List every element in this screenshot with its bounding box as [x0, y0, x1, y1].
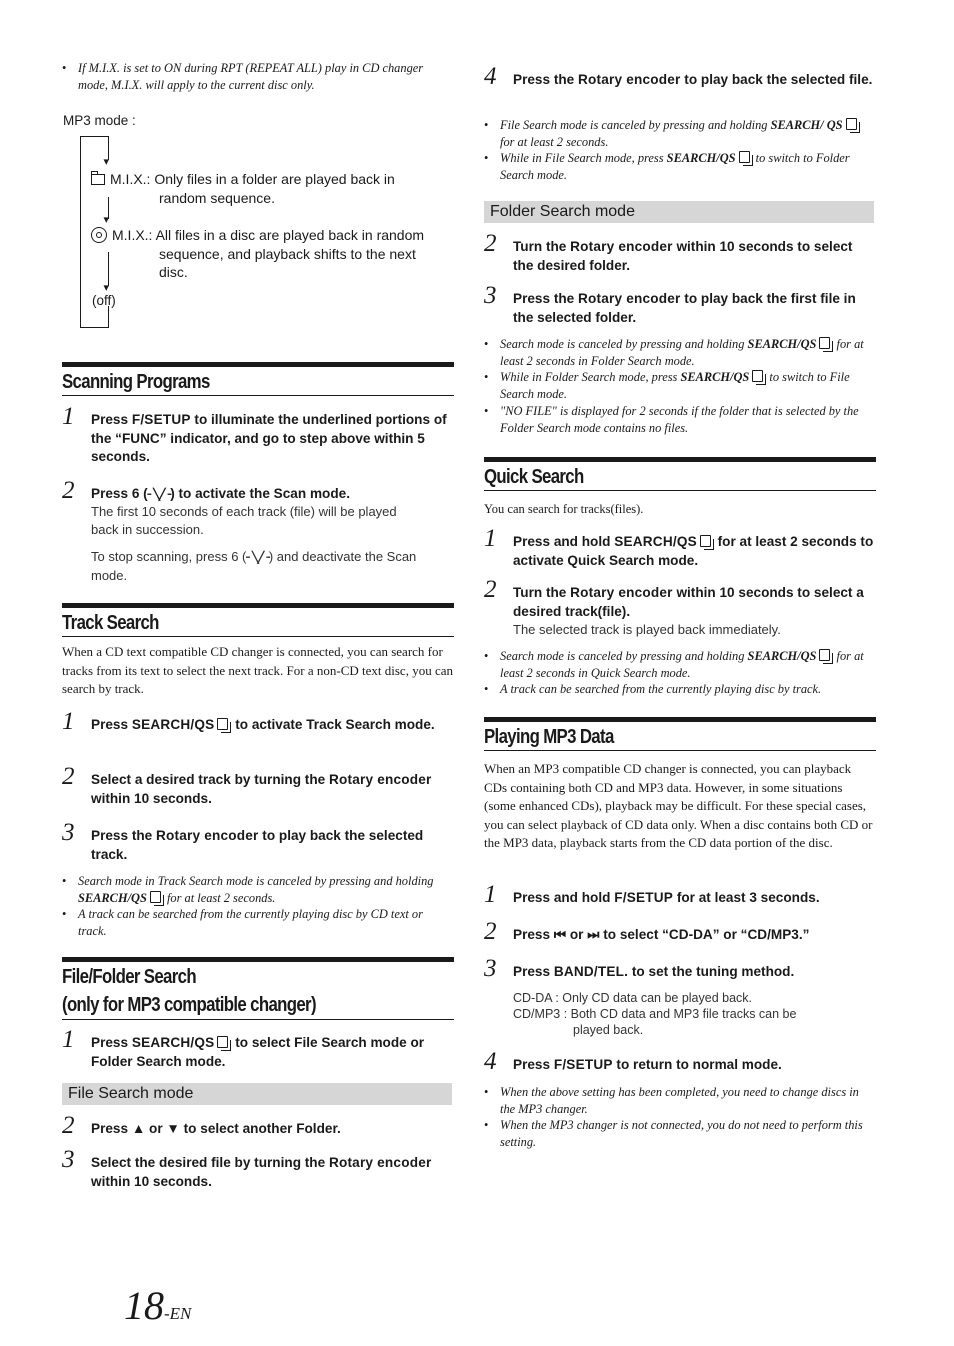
folder-icon [91, 174, 105, 185]
qs-icon [819, 649, 830, 661]
qs-icon [819, 337, 830, 349]
step-number: 1 [62, 1026, 75, 1053]
mp3-cdmp3-option: CD/MP3 : Both CD data and MP3 file tracks can be [513, 1007, 797, 1021]
quick-step-2: 2 Turn the Rotary encoder within 10 seconds to select a desired track(file). [484, 576, 864, 619]
flow-loop-top [80, 136, 109, 137]
step-number: 2 [484, 230, 497, 257]
file-note-1: • File Search mode is canceled by pressing and holding SEARCH/ QS for at least 2 seconds. [484, 117, 876, 150]
qs-icon [700, 535, 711, 547]
arrow-down-icon: ▾ [103, 281, 110, 294]
disc-mix-text: M.I.X.: All files in a disc are played back in random [112, 227, 425, 243]
qs-icon [752, 370, 763, 382]
quick-step-1: 1 Press and hold SEARCH/QS for at least 2 seconds to activate Quick Search mode. [484, 525, 874, 568]
step-number: 3 [62, 819, 75, 846]
arrow-down-icon: ▾ [103, 155, 110, 168]
scan-icon: ╴╲╱╶ [246, 552, 269, 564]
file-step-3: 3 Select the desired file by turning the Rotary encoder within 10 seconds. [62, 1146, 432, 1189]
file-folder-heading: File/Folder Search (only for MP3 compatible changer) [62, 957, 454, 1020]
mp3-intro: When an MP3 compatible CD changer is connected, you can playback CDs containing both CD and MP3 data. However, in some situations (some enhanced CDs), playback may be difficult. For these special cases, you can select playback of CD data only. When a disc contains both CD or the MP3 data, playback starts from the CD data portion of the disc. [484, 761, 873, 851]
step-number: 2 [62, 763, 75, 790]
mix-note-text: If M.I.X. is set to ON during RPT (REPEAT ALL) play in CD changer mode, M.I.X. will apply to the current disc only. [78, 61, 424, 92]
key-fsetup: F/SETUP [131, 412, 191, 427]
qs-icon [217, 1036, 228, 1048]
folder-mix-item [91, 170, 395, 189]
scanning-sub-2: To stop scanning, press 6 (╴╲╱╶) and deactivate the Scan mode. [91, 549, 417, 583]
scanning-step-1: 1 Press F/SETUP to illuminate the underlined portions of the “FUNC” indicator, and go to step above within 5 seconds. [62, 403, 447, 464]
mp3-step-3: 3 Press BAND/TEL. to set the tuning method. [484, 955, 795, 982]
step-number: 1 [484, 881, 497, 908]
quick-step-2-sub: The selected track is played back immediately. [513, 622, 781, 637]
step-number: 4 [484, 63, 497, 90]
step-number: 1 [62, 708, 75, 735]
track-search-intro: When a CD text compatible CD changer is connected, you can search for tracks from its text to select the next track. For a non-CD text disc, you can search by track. [62, 644, 453, 697]
mp3-step-1: 1 Press and hold F/SETUP for at least 3 seconds. [484, 881, 820, 908]
step-number: 2 [62, 1112, 75, 1139]
folder-mix-text: M.I.X.: Only files in a folder are played back in [110, 171, 395, 187]
track-step-1: 1 Press SEARCH/QS to activate Track Search mode. [62, 708, 435, 735]
step-number: 1 [62, 403, 75, 430]
mp3-note-1: • When the above setting has been completed, you need to change discs in the MP3 changer. [484, 1084, 876, 1117]
flow-loop-bottom [80, 327, 109, 328]
scanning-programs-heading: Scanning Programs [62, 362, 454, 396]
step-number: 3 [62, 1146, 75, 1173]
qs-icon [150, 891, 161, 903]
file-step-2: 2 Press ▲ or ▼ to select another Folder. [62, 1112, 341, 1139]
file-step-4: 4 Press the Rotary encoder to play back the selected file. [484, 63, 873, 90]
qs-icon [739, 151, 750, 163]
mp3-cdda-option: CD-DA : Only CD data can be played back. [513, 991, 753, 1005]
track-note-1: • Search mode in Track Search mode is canceled by pressing and holding SEARCH/QS for at least 2 seconds. [62, 873, 454, 906]
quick-note-1: • Search mode is canceled by pressing and holding SEARCH/QS for at least 2 seconds in Quick Search mode. [484, 648, 876, 681]
folder-note-2: • While in Folder Search mode, press SEARCH/QS to switch to File Search mode. [484, 369, 876, 402]
quick-search-intro: You can search for tracks(files). [484, 502, 644, 516]
file-folder-step-1: 1 Press SEARCH/QS to select File Search mode or Folder Search mode. [62, 1026, 425, 1069]
step-number: 2 [62, 477, 75, 504]
page-number: 18-EN [124, 1283, 192, 1328]
flow-loop-left [80, 136, 81, 328]
mix-note [62, 60, 454, 93]
step-number: 2 [484, 576, 497, 603]
mp3-step-4: 4 Press F/SETUP to return to normal mode. [484, 1048, 782, 1075]
scanning-sub-1: The first 10 seconds of each track (file) will be played back in succession. [91, 504, 397, 537]
mp3-cdmp3-option-2: played back. [573, 1023, 644, 1037]
scan-icon: ╴╲╱╶ [147, 489, 171, 501]
track-note-2: • A track can be searched from the currently playing disc by CD text or track. [62, 906, 454, 939]
disc-icon [91, 227, 107, 243]
qs-icon [846, 118, 857, 130]
mix-off: (off) [92, 293, 116, 308]
playing-mp3-heading: Playing MP3 Data [484, 717, 876, 751]
folder-step-2: 2 Turn the Rotary encoder within 10 seconds to select the desired folder. [484, 230, 853, 273]
qs-icon [217, 718, 228, 730]
mp3-mode-label: MP3 mode : [63, 113, 136, 128]
folder-note-1: • Search mode is canceled by pressing and holding SEARCH/QS for at least 2 seconds in Folder Search mode. [484, 336, 876, 369]
step-number: 4 [484, 1048, 497, 1075]
quick-note-2: • A track can be searched from the currently playing disc by track. [484, 681, 876, 698]
folder-search-mode-heading: Folder Search mode [484, 201, 874, 223]
file-note-2: • While in File Search mode, press SEARCH/QS to switch to Folder Search mode. [484, 150, 876, 183]
step-number: 2 [484, 918, 497, 945]
mp3-step-2: 2 Press ⏮ or ⏭ to select “CD-DA” or “CD/MP3.” [484, 918, 810, 945]
folder-mix-text-2: random sequence. [159, 190, 275, 206]
step-number: 1 [484, 525, 497, 552]
step-number: 3 [484, 955, 497, 982]
arrow-down-icon: ▾ [103, 213, 110, 226]
track-step-3: 3 Press the Rotary encoder to play back the selected track. [62, 819, 424, 862]
mp3-note-2: • When the MP3 changer is not connected, you do not need to perform this setting. [484, 1117, 876, 1150]
scanning-step-2: 2 Press 6 (╴╲╱╶) to activate the Scan mode. [62, 477, 350, 504]
file-search-mode-heading: File Search mode [62, 1083, 452, 1105]
track-step-2: 2 Select a desired track by turning the Rotary encoder within 10 seconds. [62, 763, 432, 806]
disc-mix-text-3: disc. [159, 264, 188, 280]
folder-step-3: 3 Press the Rotary encoder to play back the first file in the selected folder. [484, 282, 856, 325]
disc-mix-text-2: sequence, and playback shifts to the next [159, 246, 416, 262]
quick-search-heading: Quick Search [484, 457, 876, 491]
step-number: 3 [484, 282, 497, 309]
track-search-heading: Track Search [62, 603, 454, 637]
disc-mix-item [91, 226, 424, 245]
folder-note-3: • "NO FILE" is displayed for 2 seconds if the folder that is selected by the Folder Search mode contains no files. [484, 403, 876, 436]
